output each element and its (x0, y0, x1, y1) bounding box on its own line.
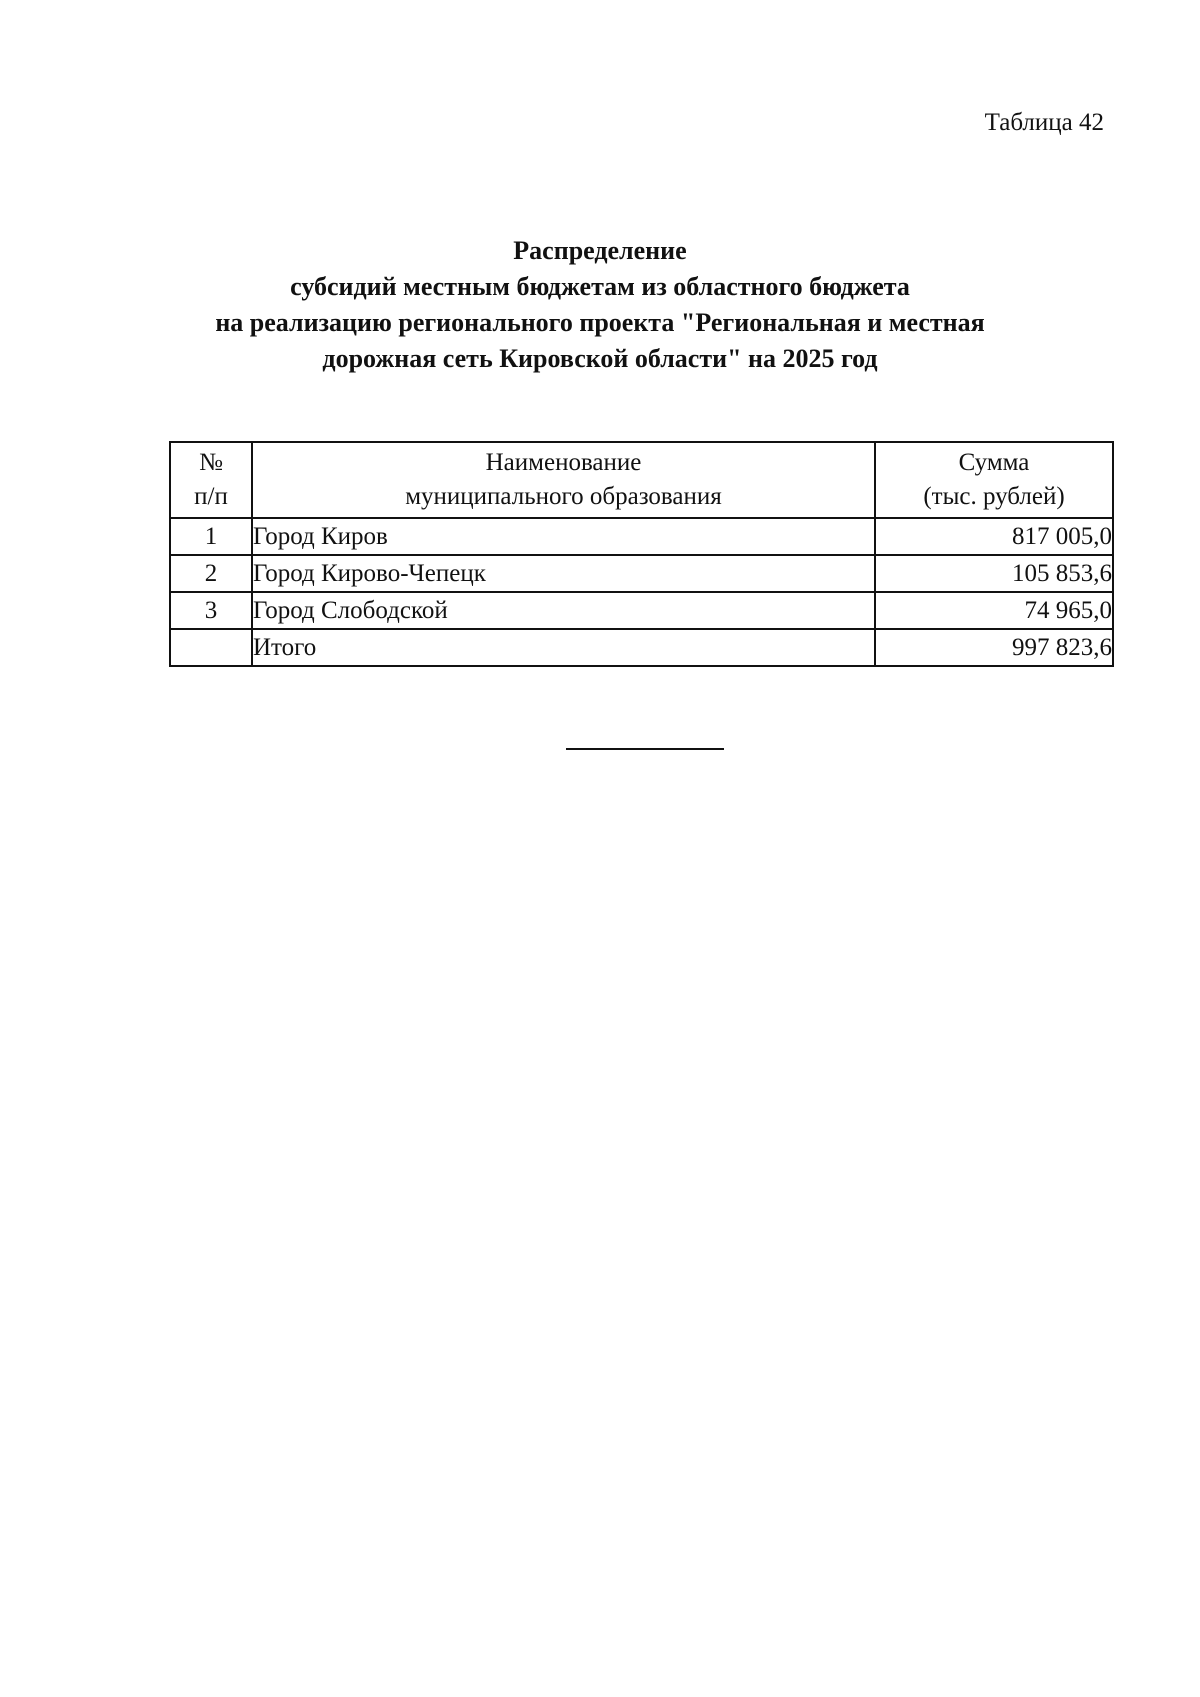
table-row (170, 518, 1113, 555)
header-name-line-2: муниципального образования (405, 483, 722, 510)
document-title (140, 233, 1060, 377)
header-number (170, 442, 252, 518)
row-number: 1 (170, 518, 252, 555)
subsidy-amount: 105 853,6 (875, 555, 1113, 592)
header-name-line-1: Наименование (485, 449, 642, 476)
table-row (170, 592, 1113, 629)
total-amount: 997 823,6 (875, 629, 1113, 666)
header-number-line-1: № (199, 449, 223, 476)
total-row-number (170, 629, 252, 666)
municipality-name: Город Кирово-Чепецк (252, 555, 875, 592)
title-line-3: на реализацию регионального проекта "Региональная и местная (215, 308, 985, 337)
table-row (170, 555, 1113, 592)
row-number: 3 (170, 592, 252, 629)
header-sum-line-2: (тыс. рублей) (923, 483, 1065, 510)
title-line-4: дорожная сеть Кировской области" на 2025 год (322, 344, 878, 373)
municipality-name: Город Слободской (252, 592, 875, 629)
title-line-2: субсидий местным бюджетам из областного бюджета (290, 272, 910, 301)
end-of-table-rule (566, 748, 724, 750)
title-line-1: Распределение (513, 236, 687, 265)
header-number-line-2: п/п (194, 483, 228, 510)
header-sum (875, 442, 1113, 518)
header-sum-line-1: Сумма (958, 449, 1030, 476)
table-header-row (170, 442, 1113, 518)
subsidy-amount: 74 965,0 (875, 592, 1113, 629)
table-number-label: Таблица 42 (984, 109, 1104, 136)
subsidy-amount: 817 005,0 (875, 518, 1113, 555)
header-municipality-name (252, 442, 875, 518)
municipality-name: Город Киров (252, 518, 875, 555)
total-label: Итого (252, 629, 875, 666)
table-total-row (170, 629, 1113, 666)
subsidy-distribution-table (169, 441, 1114, 667)
row-number: 2 (170, 555, 252, 592)
